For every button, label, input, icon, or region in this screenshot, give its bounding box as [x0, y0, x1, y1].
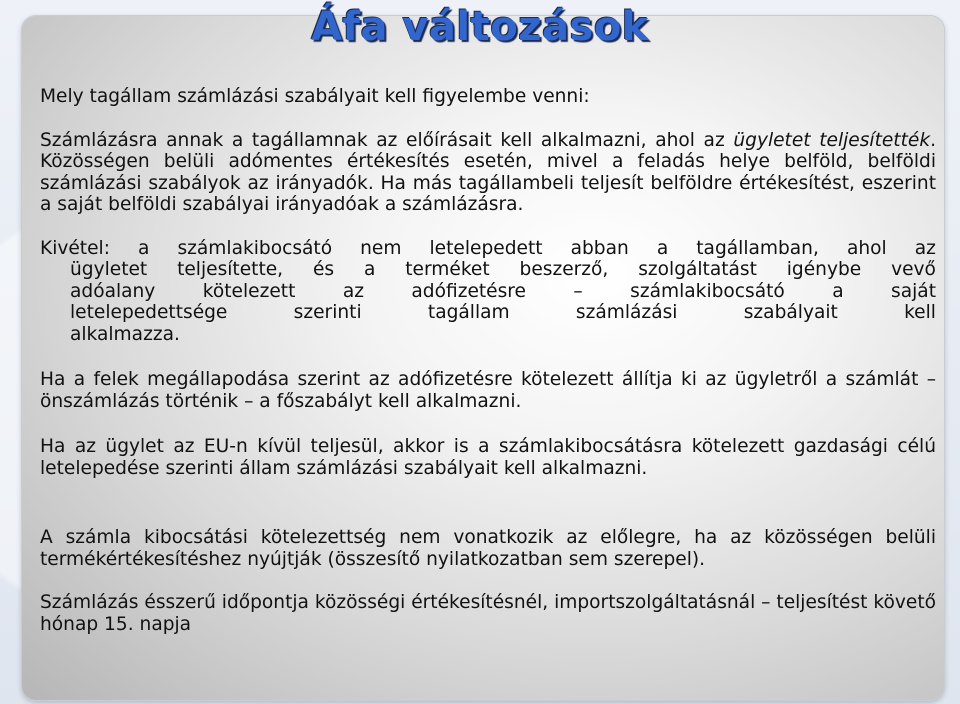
exception-line-1 — [40, 238, 936, 260]
exception-word: letelepedettsége — [70, 302, 228, 323]
exception-word: szerinti — [293, 302, 362, 323]
slide-title: Áfa változások — [311, 4, 649, 50]
rule-text-2: . Közösségen belüli adómentes értékesítés esetén, mivel a feladás helye belföld, belföldi számlázási szabályok az irányadók. Ha más tagállambeli teljesít belföldre értékesítést, eszerint a saját belföldi szabályai irányadóak a számlázásra. — [40, 129, 937, 215]
exception-word: – — [573, 280, 583, 302]
exception-word: és — [312, 259, 335, 280]
exception-word: számlázási — [575, 302, 678, 323]
intro-paragraph: Mely tagállam számlázási szabályait kell figyelembe venni: — [40, 86, 590, 107]
eu-paragraph: Ha az ügylet az EU-n kívül teljesül, akkor is a számlakibocsátásra kötelezett gazdasági célú letelepedése szerinti állam számlázási szabályait kell alkalmazni. — [40, 436, 936, 479]
exception-line-3 — [40, 281, 936, 303]
exception-word: szolgáltatást — [638, 259, 757, 280]
exception-word: tagállamban, — [696, 237, 819, 259]
exception-word: a — [656, 237, 669, 259]
exception-word: kötelezett — [202, 280, 296, 302]
exception-word: a — [138, 237, 150, 259]
timing-paragraph: Számlázás ésszerű időpontja közösségi értékesítésnél, importszolgáltatásnál – teljesítést követő hónap 15. napja — [40, 592, 936, 635]
exception-line-5: alkalmazza. — [70, 323, 180, 345]
exception-word: az — [914, 237, 936, 259]
exception-word: saját — [891, 280, 936, 302]
exception-word: kell — [904, 302, 936, 323]
exception-word: ügyletet — [70, 259, 148, 280]
exception-word: az — [342, 280, 364, 302]
exception-line-2 — [40, 259, 936, 281]
rule-text-1: Számlázásra annak a tagállamnak az előírásait kell alkalmazni, ahol az — [40, 129, 734, 151]
rule-paragraph — [40, 130, 936, 216]
exception-word: Kivétel: — [40, 237, 110, 259]
exception-word: teljesítette, — [177, 259, 284, 280]
exception-word: igénybe — [786, 259, 862, 280]
slide-body — [40, 86, 936, 635]
exception-word: szabályait — [743, 302, 838, 323]
exception-word: tagállam — [427, 302, 510, 323]
self-billing-paragraph: Ha a felek megállapodása szerint az adófizetésre kötelezett állítja ki az ügyletről a számlát – önszámlázás történik – a főszabályt kell alkalmazni. — [40, 369, 936, 412]
exception-word: számlakibocsátó — [630, 280, 785, 302]
advance-paragraph: A számla kibocsátási kötelezettség nem vonatkozik az előlegre, ha az közösségen belüli termékértékesítéshez nyújtják (összesítő nyilatkozatban sem szerepel). — [40, 527, 936, 570]
exception-word: adófizetésre — [411, 280, 526, 302]
exception-word: ahol — [846, 237, 887, 259]
exception-word: nem — [360, 237, 402, 259]
exception-word: beszerző, — [519, 259, 609, 280]
exception-word: abban — [570, 237, 629, 259]
exception-word: vevő — [891, 259, 936, 280]
rule-emphasis: ügyletet teljesítették — [733, 129, 931, 151]
exception-word: adóalany — [70, 280, 156, 302]
exception-word: a — [832, 280, 844, 302]
exception-word: számlakibocsátó — [177, 237, 333, 259]
exception-line-4 — [40, 302, 936, 324]
exception-word: a — [363, 259, 376, 280]
exception-word: letelepedett — [429, 237, 543, 259]
exception-word: terméket — [405, 259, 490, 280]
exception-paragraph — [40, 238, 936, 346]
